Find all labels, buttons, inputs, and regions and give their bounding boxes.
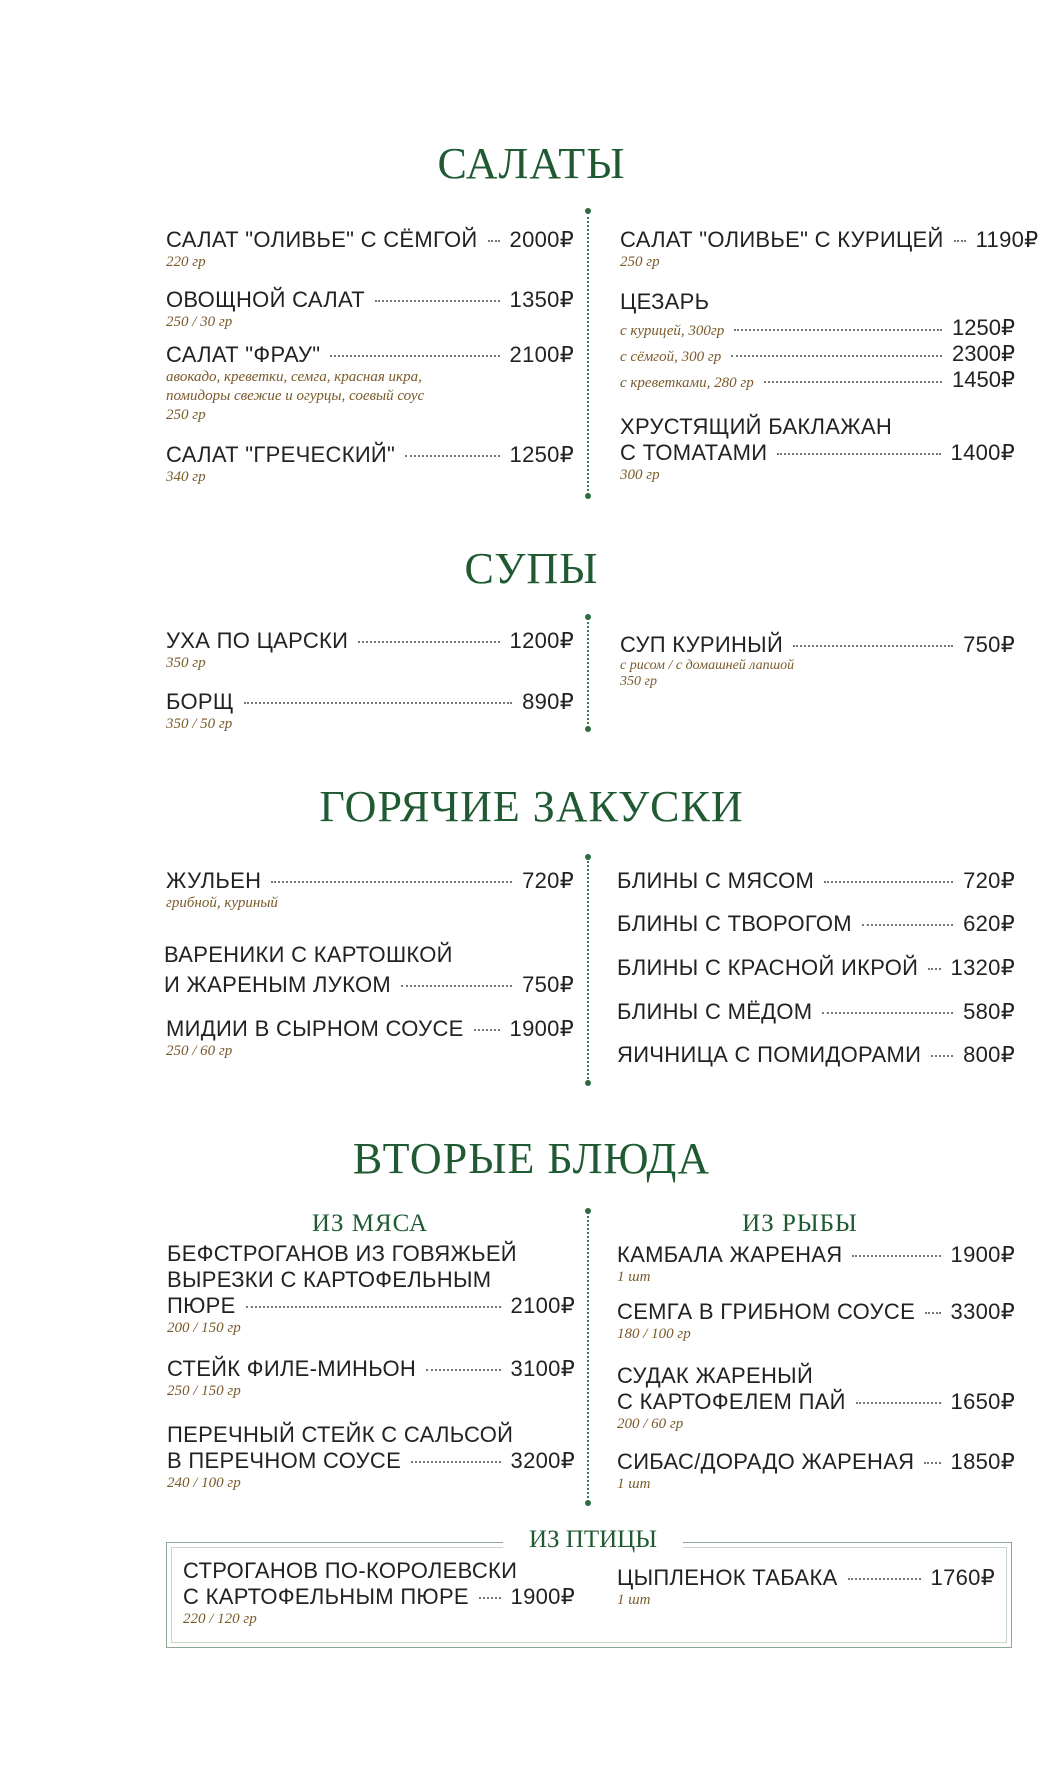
menu-item: СУП КУРИНЫЙ 750₽ с рисом / с домашней лапшой 350 гр — [620, 632, 1015, 689]
menu-item: ЯИЧНИЦА С ПОМИДОРАМИ 800₽ — [617, 1042, 1015, 1067]
column-divider — [587, 1212, 589, 1502]
menu-item: БОРЩ 890₽ 350 / 50 гр — [166, 689, 574, 732]
menu-item: БЕФСТРОГАНОВ ИЗ ГОВЯЖЬЕЙ ВЫРЕЗКИ С КАРТОФЕЛЬНЫМ ПЮРЕ 2100₽ 200 / 150 гр — [167, 1241, 575, 1336]
menu-item: САЛАТ "ФРАУ" 2100₽ авокадо, креветки, семга, красная икра, помидоры свежие и огурцы, соевый соус 250 гр — [166, 342, 574, 423]
subsection-title-fish: ИЗ РЫБЫ — [742, 1210, 858, 1237]
menu-item: СИБАС/ДОРАДО ЖАРЕНАЯ 1850₽ 1 шт — [617, 1449, 1015, 1492]
menu-item: ХРУСТЯЩИЙ БАКЛАЖАН С ТОМАТАМИ 1400₽ 300 гр — [620, 414, 1015, 483]
menu-item: ВАРЕНИКИ С КАРТОШКОЙ И ЖАРЕНЫМ ЛУКОМ 750₽ — [164, 942, 574, 997]
menu-item: БЛИНЫ С МЯСОМ 720₽ — [617, 868, 1015, 893]
menu-item: ЦЫПЛЕНОК ТАБАКА 1760₽ 1 шт — [617, 1565, 995, 1608]
menu-item: БЛИНЫ С ТВОРОГОМ 620₽ — [617, 911, 1015, 936]
menu-item: СУДАК ЖАРЕНЫЙ С КАРТОФЕЛЕМ ПАЙ 1650₽ 200 / 60 гр — [617, 1363, 1015, 1432]
column-divider — [587, 618, 589, 728]
menu-item: КАМБАЛА ЖАРЕНАЯ 1900₽ 1 шт — [617, 1242, 1015, 1285]
section-title-hot-starters: ГОРЯЧИЕ ЗАКУСКИ — [319, 782, 744, 831]
menu-item: ОВОЩНОЙ САЛАТ 1350₽ 250 / 30 гр — [166, 287, 574, 330]
section-title-soups: СУПЫ — [464, 544, 599, 593]
column-divider — [587, 212, 589, 495]
menu-item: БЛИНЫ С МЁДОМ 580₽ — [617, 999, 1015, 1024]
menu-item: УХА ПО ЦАРСКИ 1200₽ 350 гр — [166, 628, 574, 671]
section-title-mains: ВТОРЫЕ БЛЮДА — [352, 1134, 711, 1183]
menu-item: СТЕЙК ФИЛЕ-МИНЬОН 3100₽ 250 / 150 гр — [167, 1356, 575, 1399]
menu-item: СТРОГАНОВ ПО-КОРОЛЕВСКИ С КАРТОФЕЛЬНЫМ ПЮРЕ 1900₽ 220 / 120 гр — [183, 1558, 575, 1627]
menu-item: МИДИИ В СЫРНОМ СОУСЕ 1900₽ 250 / 60 гр — [166, 1016, 574, 1059]
menu-item-caesar: ЦЕЗАРЬ с курицей, 300гр 1250₽ с сёмгой, 300 гр 2300₽ с креветками, 280 гр 1450₽ — [620, 289, 1015, 392]
menu-item: СЕМГА В ГРИБНОМ СОУСЕ 3300₽ 180 / 100 гр — [617, 1299, 1015, 1342]
menu-item: ПЕРЕЧНЫЙ СТЕЙК С САЛЬСОЙ В ПЕРЕЧНОМ СОУСЕ 3200₽ 240 / 100 гр — [167, 1422, 575, 1491]
subsection-title-meat: ИЗ МЯСА — [311, 1210, 429, 1237]
menu-item: БЛИНЫ С КРАСНОЙ ИКРОЙ 1320₽ — [617, 955, 1015, 980]
menu-item: САЛАТ "ОЛИВЬЕ" С СЁМГОЙ 2000₽ 220 гр — [166, 227, 574, 270]
menu-item: ЖУЛЬЕН 720₽ грибной, куриный — [166, 868, 574, 911]
menu-item: САЛАТ "ГРЕЧЕСКИЙ" 1250₽ 340 гр — [166, 442, 574, 485]
column-divider — [587, 858, 589, 1082]
section-title-salads: САЛАТЫ — [437, 139, 626, 188]
subsection-title-poultry: ИЗ ПТИЦЫ — [503, 1526, 683, 1556]
menu-item: САЛАТ "ОЛИВЬЕ" С КУРИЦЕЙ 1190₽ 250 гр — [620, 227, 1039, 270]
